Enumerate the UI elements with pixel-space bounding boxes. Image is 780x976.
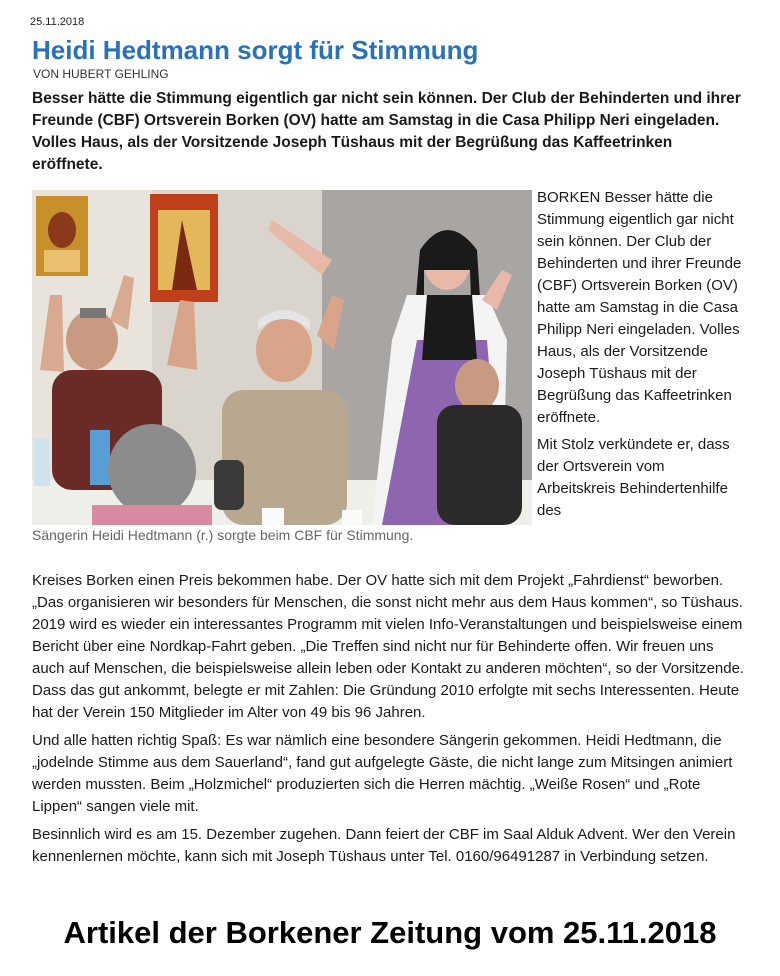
lead-paragraph: Besser hätte die Stimmung eigentlich gar nicht sein können. Der Club der Behinderten und ihrer Freunde (CBF) Ortsverein Borken (OV) hatte am Samstag in die Casa Philipp Neri eingeladen. Volles Haus, als der Vorsitzende Joseph Tüshaus mit der Begrüßung das Kaffeetrinken eröffnete. bbox=[32, 90, 741, 173]
photo-singer-party-icon bbox=[32, 190, 532, 525]
photo-caption: Sängerin Heidi Hedtmann (r.) sorgte beim CBF für Stimmung. bbox=[32, 527, 414, 543]
article-date: 25.11.2018 bbox=[30, 16, 85, 28]
body-paragraph-3: Und alle hatten richtig Spaß: Es war nämlich eine besondere Sängerin gekommen. Heidi Hedtmann, die „jodelnde Stimme aus dem Sauerland“, fand gut aufgelegte Gäste, die nicht lange zum Mitsingen animiert werden mussten. Beim „Holzmichel“ produzierten sich die Herren mächtig. „Weiße Rosen“ und „Rote Lippen“ sangen viele mit. bbox=[32, 732, 733, 815]
article-title: Heidi Hedtmann sorgt für Stimmung bbox=[32, 35, 479, 65]
article-column bbox=[537, 187, 742, 527]
body-paragraph-4: Besinnlich wird es am 15. Dezember zugehen. Dann feiert der CBF im Saal Alduk Advent. Wer den Verein kennenlernen möchte, kann sich mit Joseph Tüshaus unter Tel. 0160/96491287 in Verbindung setzen. bbox=[32, 826, 736, 865]
column-paragraph-2: Mit Stolz verkündete er, dass der Ortsverein vom Arbeitskreis Behindertenhilfe des bbox=[537, 436, 730, 519]
byline: VON HUBERT GEHLING bbox=[33, 67, 169, 81]
article-body bbox=[32, 570, 747, 874]
column-paragraph-1: BORKEN Besser hätte die Stimmung eigentlich gar nicht sein können. Der Club der Behinderten und ihrer Freunde (CBF) Ortsverein Borken (OV) hatte am Samstag in die Casa Philipp Neri eingeladen. Volles Haus, als der Vorsitzende Joseph Tüshaus mit der Begrüßung das Kaffeetrinken eröffnete. bbox=[537, 189, 742, 426]
body-paragraph-2: Kreises Borken einen Preis bekommen habe. Der OV hatte sich mit dem Projekt „Fahrdienst“ beworben. „Das organisieren wir besonders für Menschen, die sonst nicht mehr aus dem Haus kommen“, so Tüshaus. 2019 wird es wieder ein interessantes Programm mit vielen Info-Veranstaltungen und beispielsweise einem Bericht über eine Nordkap-Fahrt geben. „Die Treffen sind nicht nur für Behinderte offen. Wir freuen uns auch auf Menschen, die beispielsweise allein leben oder Kontakt zu anderen möchten“, so der Vorsitzende. Dass das gut ankommt, belegte er mit Zahlen: Die Gründung 2010 erfolgte mit sechs Interessenten. Heute hat der Verein 150 Mitglieder im Alter von 49 bis 96 Jahren. bbox=[32, 572, 745, 721]
source-footer: Artikel der Borkener Zeitung vom 25.11.2018 bbox=[63, 915, 717, 950]
article-photo bbox=[32, 190, 532, 525]
